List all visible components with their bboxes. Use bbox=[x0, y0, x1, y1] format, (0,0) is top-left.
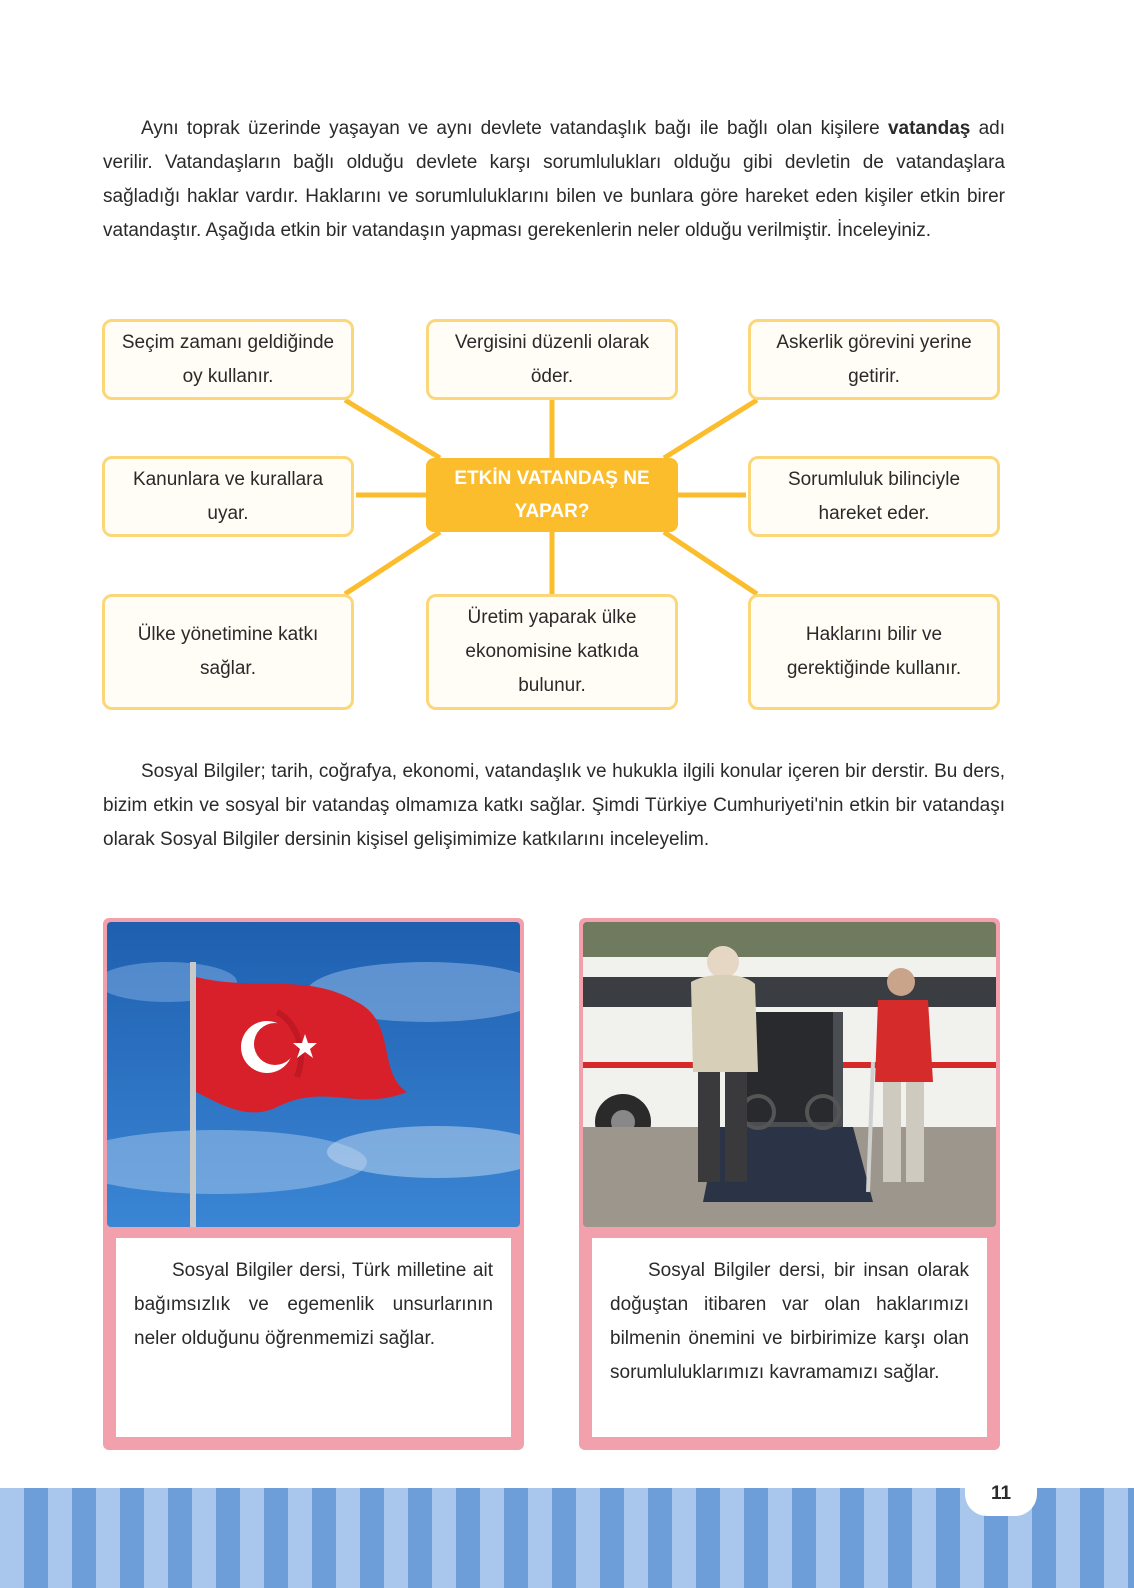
intro-text-2: adı verilir. Vatandaşların bağlı olduğu devlete karşı sorumlulukları olduğu gibi devletin de vatandaşlara sağladığı haklar vardır. Haklarını ve sorumluluklarını bilen ve bunlara göre hareket eden kişiler etkin birer vatandaştır. Aşağıda etkin bir vatandaşın yapması gerekenlerin neler olduğu verilmiştir. İnceleyiniz. bbox=[103, 118, 1005, 241]
flag-image bbox=[107, 922, 520, 1227]
diagram-box-laws: Kanunlara ve kurallara uyar. bbox=[102, 456, 354, 537]
diagram-box-rights: Haklarını bilir ve gerektiğinde kullanır. bbox=[748, 594, 1000, 710]
flag-card bbox=[103, 918, 524, 1450]
diagram-box-military: Askerlik görevini yerine getirir. bbox=[748, 319, 1000, 400]
bus-ramp-image bbox=[583, 922, 996, 1227]
diagram-center-title: ETKİN VATANDAŞ NE YAPAR? bbox=[426, 458, 678, 532]
diagram-box-economy: Üretim yaparak ülke ekonomisine katkıda bulunur. bbox=[426, 594, 678, 710]
intro-bold-term: vatandaş bbox=[887, 118, 971, 139]
connector-top-right bbox=[664, 400, 757, 458]
turkish-flag-photo bbox=[107, 922, 520, 1227]
diagram-box-vote: Seçim zamanı geldiğinde oy kullanır. bbox=[102, 319, 354, 400]
connector-bottom-right bbox=[664, 532, 757, 594]
footer-stripes bbox=[0, 1488, 1134, 1588]
social-studies-paragraph: Sosyal Bilgiler; tarih, coğrafya, ekonomi, vatandaşlık ve hukukla ilgili konular içeren bir derstir. Bu ders, bizim etkin ve sosyal bir vatandaş olmamıza katkı sağlar. Şimdi Türkiye Cumhuriyeti'nin etkin bir vatandaşı olarak Sosyal Bilgiler dersinin kişisel gelişimimize katkılarını inceleyelim. bbox=[103, 761, 1005, 850]
connector-top-left bbox=[345, 400, 440, 458]
connector-bottom-left bbox=[345, 532, 440, 594]
bus-ramp-photo bbox=[583, 922, 996, 1227]
page-number: 11 bbox=[965, 1472, 1037, 1516]
accessibility-caption: Sosyal Bilgiler dersi, bir insan olarak doğuştan itibaren var olan haklarımızı bilmenin önemini ve birbirimize karşı olan sorumluluklarımızı kavramamızı sağlar. bbox=[592, 1238, 987, 1437]
accessibility-card bbox=[579, 918, 1000, 1450]
diagram-box-responsibility: Sorumluluk bilinciyle hareket eder. bbox=[748, 456, 1000, 537]
flag-caption: Sosyal Bilgiler dersi, Türk milletine ait bağımsızlık ve egemenlik unsurlarının neler olduğunu öğrenmemizi sağlar. bbox=[116, 1238, 511, 1437]
diagram-box-governance: Ülke yönetimine katkı sağlar. bbox=[102, 594, 354, 710]
diagram-box-tax: Vergisini düzenli olarak öder. bbox=[426, 319, 678, 400]
intro-text-1: Aynı toprak üzerinde yaşayan ve aynı devlete vatandaşlık bağı ile bağlı olan kişilere bbox=[141, 118, 888, 139]
